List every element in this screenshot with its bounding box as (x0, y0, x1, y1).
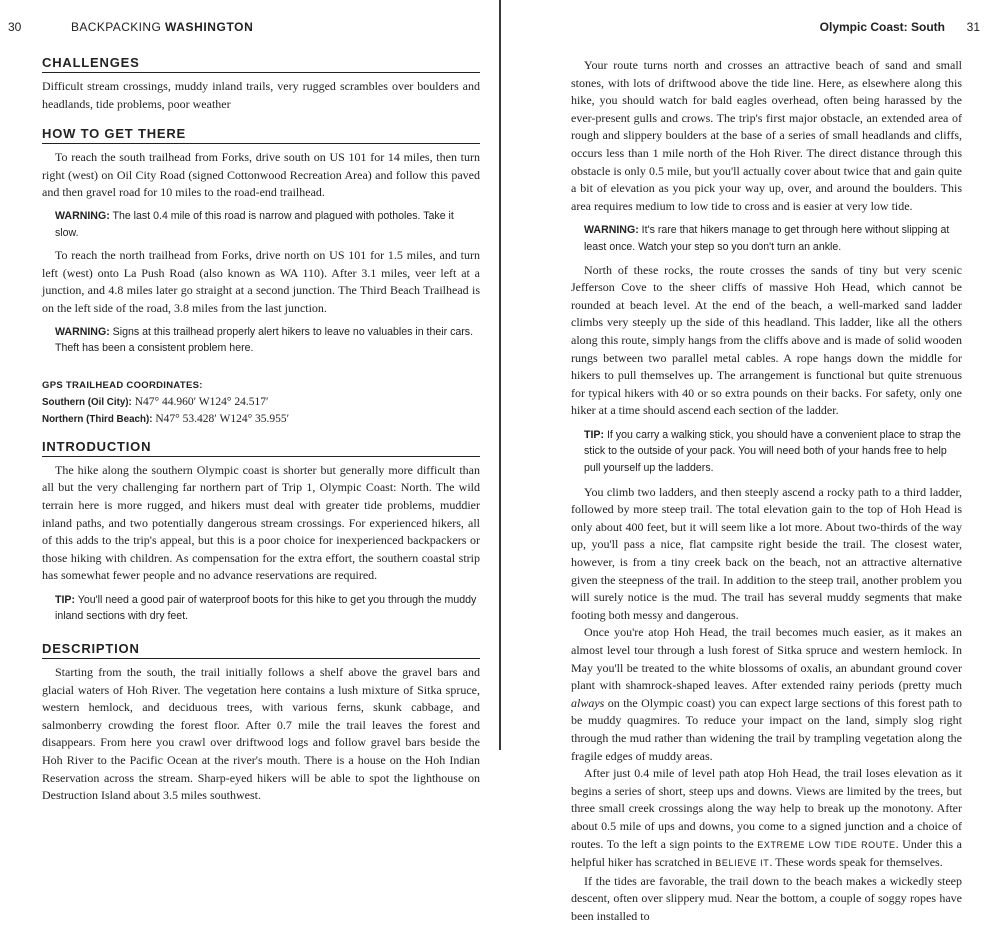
gps-coordinates-title: GPS TRAILHEAD COORDINATES: (42, 379, 203, 391)
running-head-right: Olympic Coast: South (819, 20, 945, 34)
description-heading: DESCRIPTION (42, 641, 480, 659)
gps-southern-row: Southern (Oil City): N47° 44.960′ W124° 24.517′ (42, 395, 269, 408)
junction-paragraph: After just 0.4 mile of level path atop Hoh Head, the trail loses elevation as it begins a series of short, steep ups and downs. Views are limited by the trees, but three small creek crossings along the way help to break up the monotony. After about 0.5 mile of ups and downs, you come to a signed junction and a choice of routes. To the left a sign points to the EXTREME LOW TIDE ROUTE. Under this a helpful hiker has scratched in BELIEVE IT. These words speak for themselves. (571, 766, 963, 870)
introduction-heading: INTRODUCTION (42, 439, 480, 457)
introduction-paragraph: The hike along the southern Olympic coast is shorter but generally more difficult than all but the very challenging far northern part of Trip 1, Olympic Coast: North. The wild terrain here is more rugged, and hikers must deal with greater tide problems, muddier inland paths, and two potentially dangerous stream crossings. For experienced hikers, all of this adds to the trip's appeal, but this is a poor choice for inexperienced backpackers or those hiking with children. As compensation for the extra effort, the southern coastal strip has somewhat fewer people and no advance reservations are required. (42, 462, 480, 583)
jefferson-cove-paragraph: North of these rocks, the route crosses the sands of tiny but very scenic Jefferson Cove to the sheer cliffs of massive Hoh Head, which cannot be rounded at beach level. At the end of the beach, a well-marked sand ladder climbs very steeply up the side of this headland. This ladder, like all the others along this route, simply hangs from the cliffs above and is made of solid wooden rungs between two parallel metal cables. A rope hangs down the middle for hikers to pull themselves up. The arrangement is functional but quite strenuous for typical hikers with 40 or so extra pounds on their backs. For safety, only one hiker at a time should ascend each section of the ladder. (571, 262, 962, 418)
left-page (0, 0, 499, 803)
beach-paragraph: Your route turns north and crosses an attractive beach of sand and small stones, with lots of driftwood above the tide line. Here, as elsewhere along this hike, you should watch for bald eagles overhead, often being harassed by the ever-present gulls and crows. The trip's first major obstacle, an extended area of rough and slippery boulders at the base of a series of small headlands and cliffs, occurs less than 1 mile north of the Hoh River. The direct distance through this obstacle is only 0.5 mile, but you'll actually cover about twice that and gain quite a bit of elevation as you pick your way up, over, and around the boulders. This area requires medium to low tide to cross and is easier at very low tide. (571, 58, 962, 213)
warning-theft-callout: WARNING: Signs at this trailhead properly alert hikers to leave no valuables in their cars. Theft has been a consistent problem here. (55, 325, 474, 355)
running-head-left: BACKPACKING WASHINGTON (71, 20, 254, 34)
directions-north-paragraph: To reach the north trailhead from Forks, drive north on US 101 for 1.5 miles, and turn left (west) onto La Push Road (also known as WA 110). After 3.1 miles, veer left at a junction, and 4.8 miles later go straight at a second junction. The Third Beach Trailhead is on the left side of the road, 3.8 miles from the last junction. (42, 248, 480, 315)
warning-slipping-callout: WARNING: It's rare that hikers manage to get through here without slipping at least once. Watch your step so you don't turn an ankle. (584, 224, 950, 253)
right-page (501, 0, 1000, 923)
challenges-text: Difficult stream crossings, muddy inland trails, very rugged scrambles over boulders and headlands, tide problems, poor weather (42, 79, 480, 111)
hoh-head-paragraph: Once you're atop Hoh Head, the trail becomes much easier, as it makes an almost level tour through a lush forest of Sitka spruce and western hemlock. In May you'll be treated to the white blossoms of oxalis, an abundant ground cover plant with shamrock-shaped leaves. After extended rainy periods (pretty much always on the Olympic coast) you can expect large sections of this forest path to be muddy quagmires. To reduce your impact on the land, simply slog right through the mud rather than widening the trail by trampling vegetation along the fragile edges of muddy areas. (571, 625, 962, 763)
challenges-heading: CHALLENGES (42, 55, 480, 73)
right-page-content (571, 57, 962, 926)
how-to-get-there-heading: HOW TO GET THERE (42, 126, 480, 144)
ladders-paragraph: You climb two ladders, and then steeply ascend a rocky path to a third ladder, followed by more steep trail. The total elevation gain to the top of Hoh Head is only about 400 feet, but it will seem like a lot more. About two-thirds of the way up, you'll pass a nice, flat campsite right beside the trail. The closest water, however, is from a tiny creek back on the beach, not an attractive alternative given the steepness of the trail. In addition to the steep trail, another problem you will surely notice is the mud. The trail has several muddy segments that make footing both messy and dangerous. (571, 484, 962, 622)
directions-south-paragraph: To reach the south trailhead from Forks, drive south on US 101 for 14 miles, then turn right (west) on Oil City Road (signed Cottonwood Recreation Area) and follow this paved and then gravel road for 10 miles to the road-end trailhead. (42, 150, 480, 200)
page-number-right: 31 (966, 20, 980, 34)
tip-walking-stick-callout: TIP: If you carry a walking stick, you should have a convenient place to strap the stick to the outside of your pack. You will need both of your hands free to help pull yourself up the ladders. (584, 428, 961, 475)
description-paragraph: Starting from the south, the trail initially follows a shelf above the gravel bars and glacial waters of Hoh River. The vegetation here contains a lush mixture of Sitka spruce, western hemlock, and deciduous trees, with various ferns, skunk cabbage, and salmonberry crowding the forest floor. After 0.7 mile the trail leaves the forest and disappears. From here you crawl over driftwood logs and follow gravel bars beside the Hoh River to the Pacific Ocean at the river's mouth. There is a house on the Hoh Indian Reservation across the stream. Sharp-eyed hikers will be able to spot the lighthouse on Destruction Island about 3.5 miles southwest. (42, 665, 480, 803)
tip-boots-callout: TIP: You'll need a good pair of waterproof boots for this hike to get you through the muddy inland sections with dry feet. (55, 593, 477, 623)
tides-paragraph: If the tides are favorable, the trail down to the beach makes a wickedly steep descent, often over slippery mud. Near the bottom, a couple of soggy ropes have been installed to (571, 873, 962, 923)
left-page-content (42, 55, 480, 805)
gps-northern-row: Northern (Third Beach): N47° 53.428′ W124° 35.955′ (42, 413, 290, 426)
page-number-left: 30 (8, 20, 22, 34)
warning-road-callout: WARNING: The last 0.4 mile of this road is narrow and plagued with potholes. Take it slow. (55, 209, 454, 239)
